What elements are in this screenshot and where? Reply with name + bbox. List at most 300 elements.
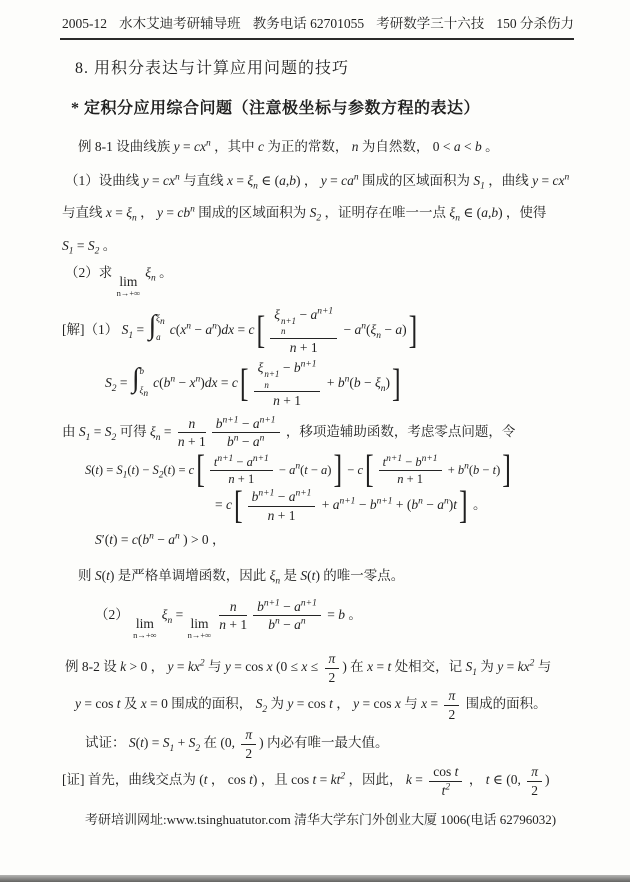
fraction-numerator <box>429 764 462 782</box>
math-variable: S <box>473 173 481 189</box>
superscript: n+1 <box>264 369 280 380</box>
limit-subscript: n→+∞ <box>133 630 157 641</box>
text-run: ∈ (0, <box>489 772 525 788</box>
header-series: 考研数学三十六技 <box>376 16 485 31</box>
text-run: ) ，且 cos <box>252 772 313 788</box>
math-variable: x <box>301 659 308 675</box>
math-variable: a <box>481 204 488 220</box>
superscript: n <box>233 433 239 444</box>
math-variable: n <box>267 507 275 523</box>
text-run: 与 <box>204 659 225 675</box>
math-variable: ξ <box>161 606 168 622</box>
math-variable: x <box>105 204 112 220</box>
text-run: [解]（1） <box>62 322 122 338</box>
text-run: [证] 首先，曲线交点为 ( <box>62 772 204 788</box>
text-run: ) − <box>135 462 153 477</box>
superscript: n <box>353 172 359 183</box>
math-variable: b <box>415 454 422 469</box>
text-run: 为 <box>267 696 288 712</box>
text-run: ， cos <box>207 772 250 788</box>
fraction-numerator <box>270 307 337 339</box>
fraction-denominator <box>253 616 321 633</box>
fraction-denominator <box>325 669 340 686</box>
text-run: 与 <box>534 659 552 675</box>
text-run: 与直线 <box>62 204 106 220</box>
math-variable: t <box>95 462 99 477</box>
text-run: ( <box>307 567 312 583</box>
subscript: n <box>455 213 460 224</box>
math-variable: a <box>395 322 403 338</box>
subscript: 1 <box>68 246 74 257</box>
text-run: = 0 围成的面积， <box>146 696 256 712</box>
text-run: 2 <box>328 669 336 685</box>
text-run: 为 <box>476 659 498 675</box>
text-run: = <box>133 322 148 338</box>
text-run: 由 <box>62 423 79 439</box>
math-variable: n <box>219 617 226 633</box>
fraction-denominator <box>379 471 442 486</box>
math-variable: t <box>454 764 459 780</box>
text-run: ， <box>136 204 158 220</box>
text-run: ) = <box>171 462 189 477</box>
math-variable: c <box>357 462 363 477</box>
text-run: 围成的区域面积为 <box>358 173 474 189</box>
text-run: 在 (0, <box>200 735 239 751</box>
text-run: （2）求 <box>65 265 116 280</box>
line-xi-derivation <box>62 416 592 450</box>
superscript: n <box>186 321 192 332</box>
fraction-denominator <box>254 392 321 409</box>
subscript: 1 <box>122 469 128 480</box>
math-variable: a <box>252 415 260 431</box>
bracket: [ <box>256 308 266 353</box>
text-run: − <box>238 434 253 450</box>
superscript: n+1 <box>217 453 234 464</box>
bracket: ] <box>502 447 511 492</box>
subscript: 1 <box>128 330 134 341</box>
math-variable: dx <box>204 375 218 391</box>
text-run: ) 是严格单调增函数，因此 <box>109 567 270 583</box>
superscript: n <box>564 172 570 183</box>
subscript: n <box>167 615 173 626</box>
text-run: 与直线 <box>179 173 227 189</box>
text-run: > 0 ， <box>126 659 168 675</box>
lower-limit <box>156 331 165 345</box>
math-variable: S <box>309 204 317 220</box>
header-phone: 教务电话 62701055 <box>252 16 365 31</box>
math-variable: ξ <box>374 375 381 391</box>
text-run: − <box>344 462 358 477</box>
text-run: = <box>111 204 127 220</box>
fraction <box>210 455 273 487</box>
math-variable: n <box>289 339 297 355</box>
fraction-numerator <box>254 360 321 392</box>
math-variable: c <box>231 375 238 391</box>
text-run: + 1 <box>296 339 318 355</box>
math-variable: kt <box>330 772 341 788</box>
line-sol-s2 <box>105 360 592 408</box>
math-variable: ξ <box>274 307 280 323</box>
superscript: n <box>418 496 423 507</box>
math-variable: b <box>457 462 465 477</box>
math-variable: x <box>180 322 187 338</box>
page-title: 8. 用积分表达与计算应用问题的技巧 <box>75 60 350 77</box>
math-variable: S <box>104 423 112 439</box>
math-variable: t <box>387 659 392 675</box>
superscript: n+1 <box>263 598 280 609</box>
math-variable: ξ <box>139 384 144 395</box>
text-run: − <box>355 497 370 513</box>
text-run: ( <box>175 322 181 338</box>
subscript: n <box>264 379 269 390</box>
math-variable: x <box>266 659 273 675</box>
text-run: ，曲线 <box>484 173 533 189</box>
text-run: + 1 <box>226 617 248 633</box>
text-run: + <box>444 462 458 477</box>
fraction <box>219 599 247 633</box>
text-run: 处相交，记 <box>391 659 466 675</box>
bracket: [ <box>234 483 243 528</box>
text-run: = <box>148 173 163 189</box>
bracket: [ <box>365 447 374 492</box>
text-run: + 1 <box>274 507 296 523</box>
math-variable: a <box>294 617 301 633</box>
integral-sign: ∫ <box>148 310 157 342</box>
text-run: (0 ≤ <box>272 659 302 675</box>
line-limit-result <box>95 599 592 640</box>
math-variable: ξ <box>247 173 254 189</box>
line-81-s1-eq-s2 <box>62 236 592 256</box>
text-run: ( <box>101 567 107 583</box>
subscript: n <box>280 326 286 337</box>
math-variable: a <box>354 322 362 338</box>
fraction <box>178 416 206 450</box>
text-run: ) <box>496 462 501 477</box>
math-variable: S <box>300 567 308 583</box>
math-variable: π <box>245 727 253 743</box>
fraction <box>379 455 442 487</box>
math-variable: b <box>142 532 150 548</box>
text-run: < <box>460 139 475 154</box>
superscript: n <box>205 138 211 149</box>
text-run: 。 <box>481 139 499 154</box>
subscript: 2 <box>158 469 164 480</box>
fraction-denominator <box>429 782 462 799</box>
math-variable: S <box>188 735 196 751</box>
limit-operator <box>188 617 212 640</box>
fraction-denominator <box>270 339 337 356</box>
integral-limits <box>156 312 165 344</box>
text-run: = <box>234 322 249 338</box>
math-variable: b <box>491 204 499 220</box>
text-run: ) <box>402 322 407 338</box>
fraction <box>325 651 340 685</box>
math-variable: k <box>120 659 127 675</box>
text-run: − <box>233 454 247 469</box>
math-variable: c <box>248 322 255 338</box>
integral <box>149 310 167 342</box>
text-run: ( <box>468 462 474 477</box>
math-variable: b <box>268 617 276 633</box>
fraction-numerator <box>527 764 542 782</box>
math-variable: S <box>465 659 473 675</box>
text-run: + 1 <box>184 434 206 450</box>
fraction-numerator <box>241 727 256 745</box>
text-run: = <box>326 173 342 189</box>
text-run: ) 在 <box>342 659 368 675</box>
text-run: ) = <box>98 462 117 477</box>
math-variable: y <box>320 173 327 189</box>
superscript: n+1 <box>259 415 276 425</box>
subscript: 2 <box>111 384 117 395</box>
math-variable: b <box>289 173 297 189</box>
math-variable: S <box>121 322 129 338</box>
superscript: n <box>212 321 217 332</box>
math-variable: b <box>293 360 301 376</box>
text-run: ( <box>159 375 164 391</box>
math-variable: b <box>353 375 361 391</box>
superscript: n <box>195 374 201 385</box>
math-variable: kx <box>187 659 200 675</box>
math-variable: t <box>109 532 113 548</box>
subscript: 1 <box>480 181 485 192</box>
math-variable: t <box>203 772 208 788</box>
fraction <box>212 416 280 450</box>
limit-word: lim <box>190 615 209 631</box>
text-run: = <box>217 375 232 391</box>
math-variable: x <box>367 659 374 675</box>
limit-operator <box>133 617 157 640</box>
bracket: ] <box>392 361 401 406</box>
math-variable: ξ <box>269 567 276 583</box>
text-run: ( <box>127 462 132 477</box>
math-variable: y <box>532 173 539 189</box>
math-variable: ξ <box>370 322 377 338</box>
text-run: cos <box>433 764 455 780</box>
math-variable: y <box>173 139 180 154</box>
line-s-derivative <box>95 530 592 550</box>
math-variable: t <box>312 772 317 788</box>
superscript: n+1 <box>421 453 438 464</box>
math-variable: c <box>226 497 232 513</box>
text-run: ) <box>200 375 205 391</box>
superscript: 2 <box>445 782 451 793</box>
superscript: 2 <box>340 771 346 782</box>
integral-sign: ∫ <box>131 363 140 395</box>
math-variable: y <box>167 659 174 675</box>
math-variable: x <box>421 696 428 712</box>
line-to-prove <box>85 727 592 761</box>
math-variable: t <box>131 462 136 477</box>
math-variable: y <box>75 696 81 712</box>
math-variable: a <box>321 462 328 477</box>
text-run: 围成的区域面积为 <box>194 204 310 220</box>
text-run: 例 8-2 设 <box>65 659 121 675</box>
math-variable: t <box>249 772 253 788</box>
text-run: − <box>279 617 295 633</box>
math-variable: S <box>116 462 123 477</box>
math-variable: cx <box>194 139 206 154</box>
math-variable: a <box>288 489 296 505</box>
math-variable: S <box>94 567 102 583</box>
text-run: − <box>340 322 355 338</box>
text-run: − <box>381 322 396 338</box>
text-run: = <box>215 497 226 513</box>
text-run: + <box>174 735 189 751</box>
upper-limit <box>140 365 149 379</box>
text-run: ( <box>137 532 143 548</box>
math-variable: b <box>251 489 259 505</box>
superscript: n <box>149 531 154 542</box>
math-variable: x <box>226 173 233 189</box>
page-footer: 考研培训网址:www.tsinghuatutor.com 清华大学东门外创业大厦 1006(电话 62796032) <box>85 812 557 828</box>
text-run: ≤ <box>307 659 322 675</box>
fraction-denominator <box>212 433 280 450</box>
header-slogan: 150 分杀伤力 <box>496 16 574 31</box>
math-variable: c <box>257 139 264 154</box>
text-run: 2 <box>245 745 253 761</box>
superscript: n+1 <box>280 316 297 327</box>
math-variable: y <box>353 696 360 712</box>
math-variable: t <box>485 772 490 788</box>
header-divider <box>60 38 574 40</box>
math-variable: t <box>304 462 308 477</box>
fraction-numerator <box>253 599 321 617</box>
math-variable: cx <box>552 173 565 189</box>
fraction-numerator <box>219 599 247 617</box>
superscript: n+1 <box>317 306 334 317</box>
text-run: 试证： <box>85 735 129 751</box>
math-variable: a <box>279 173 286 189</box>
subscript: n <box>155 432 161 443</box>
math-variable: x <box>140 696 147 712</box>
text-run: （2） <box>95 606 133 622</box>
subscript: 1 <box>169 743 175 754</box>
math-variable: cx <box>163 173 175 189</box>
math-variable: n <box>188 415 196 431</box>
text-run: = cos <box>81 696 117 712</box>
math-variable: S <box>85 462 92 477</box>
text-run: ，移项造辅助函数，考虑零点问题，令 <box>282 423 516 439</box>
math-variable: ξ <box>257 360 264 376</box>
text-run: ) 内必有唯一最大值。 <box>259 735 389 751</box>
superscript: n <box>275 616 280 627</box>
math-variable: n <box>397 471 404 486</box>
math-variable: t <box>329 696 333 712</box>
subscript: n <box>151 273 156 284</box>
math-variable: b <box>163 375 171 391</box>
fraction-numerator <box>325 651 340 669</box>
superscript: n <box>300 616 306 627</box>
limit-word: lim <box>119 274 138 289</box>
text-run: 则 <box>78 567 95 583</box>
text-run: 。 <box>155 265 173 280</box>
math-variable: t <box>441 782 446 798</box>
text-run: 为自然数， 0 < <box>358 139 454 154</box>
text-run: = cos <box>230 659 267 675</box>
math-variable: t <box>167 462 172 477</box>
subscript: 2 <box>316 213 322 224</box>
text-run: = <box>232 173 248 189</box>
math-variable: c <box>153 375 160 391</box>
superscript: n <box>344 374 350 385</box>
text-run: ，证明存在唯一一点 <box>321 204 450 220</box>
fraction-numerator <box>444 688 459 706</box>
bracket: ] <box>408 308 418 353</box>
math-variable: y <box>287 696 294 712</box>
integral <box>131 363 150 399</box>
text-run: − <box>275 462 290 477</box>
math-variable: b <box>338 606 345 622</box>
text-run: ) = <box>112 532 132 548</box>
subscript: n <box>143 388 149 399</box>
text-run: ) ，使得 <box>498 204 547 220</box>
math-variable: S <box>95 532 102 548</box>
math-variable: y <box>497 659 504 675</box>
header-brand: 水木艾迪考研辅导班 <box>119 16 241 31</box>
text-run: 。 <box>99 237 117 253</box>
math-variable: a <box>453 139 461 154</box>
math-variable: b <box>411 497 419 513</box>
superscript: n <box>443 496 449 507</box>
fraction-numerator <box>178 416 206 434</box>
limit-operator <box>117 275 141 298</box>
subscript: n <box>275 576 281 587</box>
fraction-numerator <box>379 455 442 471</box>
math-variable: y <box>157 204 164 220</box>
math-variable: S <box>78 423 86 439</box>
math-variable: a <box>252 434 260 450</box>
bracket: ] <box>458 483 468 528</box>
math-variable: S <box>105 375 112 391</box>
math-variable: a <box>156 331 161 342</box>
subscript: 2 <box>195 743 201 754</box>
text-run: = <box>411 772 427 788</box>
text-run: ∈ ( <box>257 173 280 189</box>
math-variable: dx <box>221 322 235 338</box>
text-run: ′( <box>101 532 110 548</box>
text-run: , <box>487 204 492 220</box>
math-variable: n <box>273 392 280 408</box>
fraction <box>253 599 321 633</box>
fraction <box>241 727 256 761</box>
math-variable: a <box>205 322 213 338</box>
superscript: n+1 <box>258 488 275 499</box>
math-variable: t <box>140 735 144 751</box>
line-st-def <box>85 447 592 492</box>
math-variable: b <box>473 462 480 477</box>
text-run: 围成的面积。 <box>462 696 547 712</box>
subscript: n <box>376 330 382 341</box>
lower-limit <box>140 384 149 398</box>
subscript: 2 <box>94 246 100 257</box>
math-variable: b <box>257 598 264 614</box>
superscript: n+1 <box>222 415 239 425</box>
math-variable: S <box>128 735 136 751</box>
line-ex82-intro-a <box>65 651 592 685</box>
fraction-denominator <box>248 507 316 524</box>
text-run: − <box>360 375 375 391</box>
math-variable: ca <box>341 173 354 189</box>
text-run: = <box>160 423 175 439</box>
math-variable: S <box>62 237 69 253</box>
text-run: ( <box>365 322 371 338</box>
text-run: − <box>238 415 253 431</box>
math-variable: c <box>131 532 138 548</box>
math-variable: π <box>448 688 456 704</box>
sup-sub-stack <box>281 316 296 337</box>
math-variable: x <box>394 696 401 712</box>
